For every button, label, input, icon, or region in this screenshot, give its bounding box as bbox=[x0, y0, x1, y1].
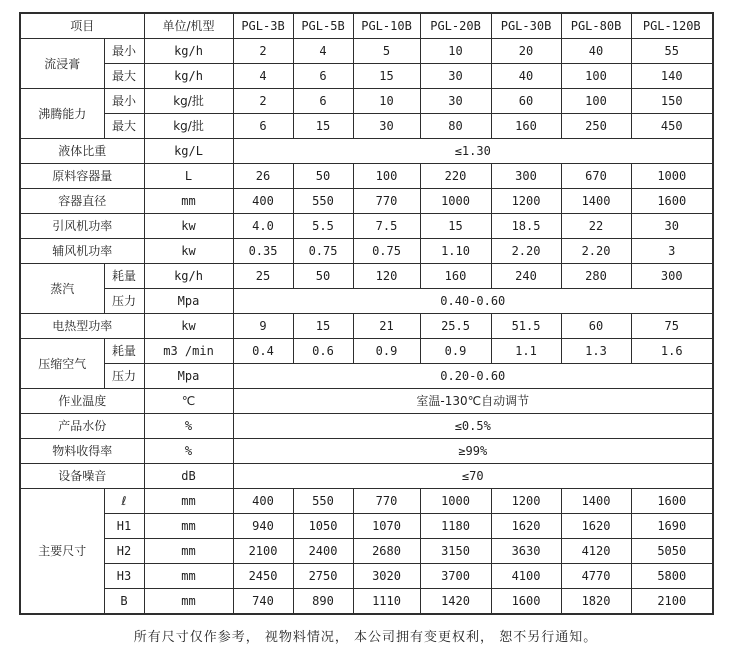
value-cell: 740 bbox=[233, 589, 293, 615]
value-cell: 3700 bbox=[420, 564, 491, 589]
row-group-label: 沸腾能力 bbox=[20, 89, 104, 139]
value-cell: 550 bbox=[293, 489, 353, 514]
value-cell: 1420 bbox=[420, 589, 491, 615]
value-cell: 2 bbox=[233, 39, 293, 64]
value-cell: 5.5 bbox=[293, 214, 353, 239]
value-cell: 0.75 bbox=[353, 239, 420, 264]
value-cell: 4770 bbox=[561, 564, 631, 589]
table-row bbox=[20, 414, 713, 439]
table-row bbox=[20, 164, 713, 189]
row-sub-label: H3 bbox=[104, 564, 144, 589]
value-cell: 9 bbox=[233, 314, 293, 339]
span-value-cell: 室温-130℃自动调节 bbox=[233, 389, 713, 414]
model-header: PGL-30B bbox=[491, 13, 561, 39]
value-cell: 25 bbox=[233, 264, 293, 289]
row-sub-label: 最小 bbox=[104, 39, 144, 64]
unit-cell: kw bbox=[144, 239, 233, 264]
value-cell: 2100 bbox=[233, 539, 293, 564]
value-cell: 100 bbox=[353, 164, 420, 189]
table-row bbox=[20, 89, 713, 114]
unit-model-header: 单位/机型 bbox=[144, 13, 233, 39]
table-row bbox=[20, 564, 713, 589]
value-cell: 3 bbox=[631, 239, 713, 264]
value-cell: 15 bbox=[293, 314, 353, 339]
unit-cell: % bbox=[144, 439, 233, 464]
value-cell: 21 bbox=[353, 314, 420, 339]
value-cell: 1.10 bbox=[420, 239, 491, 264]
row-sub-label: 耗量 bbox=[104, 339, 144, 364]
unit-cell: Mpa bbox=[144, 364, 233, 389]
span-value-cell: ≤1.30 bbox=[233, 139, 713, 164]
value-cell: 20 bbox=[491, 39, 561, 64]
value-cell: 75 bbox=[631, 314, 713, 339]
value-cell: 940 bbox=[233, 514, 293, 539]
value-cell: 1600 bbox=[491, 589, 561, 615]
value-cell: 1070 bbox=[353, 514, 420, 539]
value-cell: 6 bbox=[293, 64, 353, 89]
row-group-label: 蒸汽 bbox=[20, 264, 104, 314]
model-header: PGL-3B bbox=[233, 13, 293, 39]
unit-cell: kg/h bbox=[144, 64, 233, 89]
row-sub-label: 最大 bbox=[104, 64, 144, 89]
value-cell: 1.3 bbox=[561, 339, 631, 364]
value-cell: 26 bbox=[233, 164, 293, 189]
value-cell: 1820 bbox=[561, 589, 631, 615]
value-cell: 1050 bbox=[293, 514, 353, 539]
value-cell: 250 bbox=[561, 114, 631, 139]
unit-cell: L bbox=[144, 164, 233, 189]
value-cell: 1000 bbox=[420, 489, 491, 514]
row-sub-label: 耗量 bbox=[104, 264, 144, 289]
value-cell: 0.75 bbox=[293, 239, 353, 264]
value-cell: 4120 bbox=[561, 539, 631, 564]
value-cell: 15 bbox=[353, 64, 420, 89]
value-cell: 1620 bbox=[561, 514, 631, 539]
value-cell: 2100 bbox=[631, 589, 713, 615]
table-row bbox=[20, 314, 713, 339]
row-sub-label: 压力 bbox=[104, 364, 144, 389]
row-label: 原料容器量 bbox=[20, 164, 144, 189]
value-cell: 5800 bbox=[631, 564, 713, 589]
value-cell: 1400 bbox=[561, 489, 631, 514]
value-cell: 22 bbox=[561, 214, 631, 239]
table-row bbox=[20, 589, 713, 615]
value-cell: 1200 bbox=[491, 189, 561, 214]
value-cell: 300 bbox=[491, 164, 561, 189]
table-row bbox=[20, 189, 713, 214]
unit-cell: mm bbox=[144, 564, 233, 589]
value-cell: 280 bbox=[561, 264, 631, 289]
row-group-label: 压缩空气 bbox=[20, 339, 104, 389]
row-label: 电热型功率 bbox=[20, 314, 144, 339]
value-cell: 2450 bbox=[233, 564, 293, 589]
value-cell: 300 bbox=[631, 264, 713, 289]
value-cell: 1000 bbox=[420, 189, 491, 214]
table-row bbox=[20, 139, 713, 164]
unit-cell: mm bbox=[144, 489, 233, 514]
value-cell: 4 bbox=[293, 39, 353, 64]
value-cell: 30 bbox=[353, 114, 420, 139]
value-cell: 1000 bbox=[631, 164, 713, 189]
value-cell: 4.0 bbox=[233, 214, 293, 239]
value-cell: 50 bbox=[293, 264, 353, 289]
value-cell: 50 bbox=[293, 164, 353, 189]
table-row bbox=[20, 264, 713, 289]
table-row bbox=[20, 114, 713, 139]
span-value-cell: ≤70 bbox=[233, 464, 713, 489]
table-row bbox=[20, 214, 713, 239]
row-label: 辅风机功率 bbox=[20, 239, 144, 264]
value-cell: 240 bbox=[491, 264, 561, 289]
value-cell: 1110 bbox=[353, 589, 420, 615]
unit-cell: mm bbox=[144, 514, 233, 539]
value-cell: 0.35 bbox=[233, 239, 293, 264]
value-cell: 2 bbox=[233, 89, 293, 114]
value-cell: 7.5 bbox=[353, 214, 420, 239]
value-cell: 100 bbox=[561, 89, 631, 114]
value-cell: 140 bbox=[631, 64, 713, 89]
value-cell: 1600 bbox=[631, 489, 713, 514]
value-cell: 400 bbox=[233, 489, 293, 514]
value-cell: 5050 bbox=[631, 539, 713, 564]
unit-cell: kg/L bbox=[144, 139, 233, 164]
value-cell: 670 bbox=[561, 164, 631, 189]
value-cell: 450 bbox=[631, 114, 713, 139]
header-row bbox=[20, 13, 713, 39]
unit-cell: kg/批 bbox=[144, 114, 233, 139]
value-cell: 770 bbox=[353, 489, 420, 514]
model-header: PGL-20B bbox=[420, 13, 491, 39]
value-cell: 6 bbox=[293, 89, 353, 114]
table-row bbox=[20, 439, 713, 464]
value-cell: 15 bbox=[293, 114, 353, 139]
value-cell: 0.9 bbox=[353, 339, 420, 364]
row-label: 物料收得率 bbox=[20, 439, 144, 464]
row-sub-label: ℓ bbox=[104, 489, 144, 514]
row-sub-label: H2 bbox=[104, 539, 144, 564]
value-cell: 2680 bbox=[353, 539, 420, 564]
value-cell: 30 bbox=[631, 214, 713, 239]
value-cell: 3020 bbox=[353, 564, 420, 589]
value-cell: 30 bbox=[420, 89, 491, 114]
table-row bbox=[20, 39, 713, 64]
table-row bbox=[20, 514, 713, 539]
value-cell: 2.20 bbox=[561, 239, 631, 264]
value-cell: 890 bbox=[293, 589, 353, 615]
model-header: PGL-5B bbox=[293, 13, 353, 39]
value-cell: 60 bbox=[491, 89, 561, 114]
row-sub-label: 压力 bbox=[104, 289, 144, 314]
span-value-cell: ≤0.5% bbox=[233, 414, 713, 439]
span-value-cell: 0.40-0.60 bbox=[233, 289, 713, 314]
value-cell: 1400 bbox=[561, 189, 631, 214]
row-label: 设备噪音 bbox=[20, 464, 144, 489]
table-row bbox=[20, 389, 713, 414]
span-value-cell: ≥99% bbox=[233, 439, 713, 464]
value-cell: 1620 bbox=[491, 514, 561, 539]
value-cell: 1200 bbox=[491, 489, 561, 514]
row-sub-label: H1 bbox=[104, 514, 144, 539]
unit-cell: Mpa bbox=[144, 289, 233, 314]
value-cell: 1180 bbox=[420, 514, 491, 539]
row-label: 作业温度 bbox=[20, 389, 144, 414]
value-cell: 120 bbox=[353, 264, 420, 289]
value-cell: 10 bbox=[353, 89, 420, 114]
value-cell: 15 bbox=[420, 214, 491, 239]
value-cell: 5 bbox=[353, 39, 420, 64]
value-cell: 51.5 bbox=[491, 314, 561, 339]
value-cell: 160 bbox=[491, 114, 561, 139]
value-cell: 1600 bbox=[631, 189, 713, 214]
value-cell: 4100 bbox=[491, 564, 561, 589]
item-header: 项目 bbox=[20, 13, 144, 39]
unit-cell: kg/h bbox=[144, 264, 233, 289]
value-cell: 40 bbox=[491, 64, 561, 89]
unit-cell: kg/批 bbox=[144, 89, 233, 114]
value-cell: 550 bbox=[293, 189, 353, 214]
table-row bbox=[20, 339, 713, 364]
value-cell: 1.6 bbox=[631, 339, 713, 364]
row-sub-label: 最小 bbox=[104, 89, 144, 114]
value-cell: 4 bbox=[233, 64, 293, 89]
value-cell: 0.6 bbox=[293, 339, 353, 364]
value-cell: 160 bbox=[420, 264, 491, 289]
value-cell: 1690 bbox=[631, 514, 713, 539]
value-cell: 80 bbox=[420, 114, 491, 139]
table-row bbox=[20, 489, 713, 514]
value-cell: 40 bbox=[561, 39, 631, 64]
unit-cell: % bbox=[144, 414, 233, 439]
table-row bbox=[20, 239, 713, 264]
value-cell: 25.5 bbox=[420, 314, 491, 339]
value-cell: 2400 bbox=[293, 539, 353, 564]
span-value-cell: 0.20-0.60 bbox=[233, 364, 713, 389]
row-group-label: 流浸膏 bbox=[20, 39, 104, 89]
table-row bbox=[20, 464, 713, 489]
model-header: PGL-10B bbox=[353, 13, 420, 39]
row-label: 产品水份 bbox=[20, 414, 144, 439]
unit-cell: dB bbox=[144, 464, 233, 489]
value-cell: 3630 bbox=[491, 539, 561, 564]
row-label: 引风机功率 bbox=[20, 214, 144, 239]
unit-cell: ℃ bbox=[144, 389, 233, 414]
value-cell: 770 bbox=[353, 189, 420, 214]
row-label: 液体比重 bbox=[20, 139, 144, 164]
value-cell: 6 bbox=[233, 114, 293, 139]
value-cell: 150 bbox=[631, 89, 713, 114]
value-cell: 100 bbox=[561, 64, 631, 89]
row-sub-label: B bbox=[104, 589, 144, 615]
spec-table bbox=[19, 12, 714, 615]
table-row bbox=[20, 539, 713, 564]
unit-cell: kw bbox=[144, 314, 233, 339]
value-cell: 400 bbox=[233, 189, 293, 214]
unit-cell: m3 /min bbox=[144, 339, 233, 364]
value-cell: 30 bbox=[420, 64, 491, 89]
value-cell: 18.5 bbox=[491, 214, 561, 239]
table-row bbox=[20, 364, 713, 389]
value-cell: 55 bbox=[631, 39, 713, 64]
unit-cell: mm bbox=[144, 589, 233, 615]
value-cell: 0.4 bbox=[233, 339, 293, 364]
row-sub-label: 最大 bbox=[104, 114, 144, 139]
value-cell: 220 bbox=[420, 164, 491, 189]
value-cell: 0.9 bbox=[420, 339, 491, 364]
unit-cell: mm bbox=[144, 189, 233, 214]
value-cell: 1.1 bbox=[491, 339, 561, 364]
model-header: PGL-80B bbox=[561, 13, 631, 39]
table-row bbox=[20, 64, 713, 89]
unit-cell: mm bbox=[144, 539, 233, 564]
value-cell: 3150 bbox=[420, 539, 491, 564]
unit-cell: kg/h bbox=[144, 39, 233, 64]
model-header: PGL-120B bbox=[631, 13, 713, 39]
unit-cell: kw bbox=[144, 214, 233, 239]
value-cell: 60 bbox=[561, 314, 631, 339]
row-group-label: 主要尺寸 bbox=[20, 489, 104, 615]
disclaimer-text: 所有尺寸仅作参考， 视物料情况， 本公司拥有变更权利， 恕不另行通知。 bbox=[133, 630, 598, 645]
value-cell: 10 bbox=[420, 39, 491, 64]
table-row bbox=[20, 289, 713, 314]
row-label: 容器直径 bbox=[20, 189, 144, 214]
value-cell: 2.20 bbox=[491, 239, 561, 264]
value-cell: 2750 bbox=[293, 564, 353, 589]
